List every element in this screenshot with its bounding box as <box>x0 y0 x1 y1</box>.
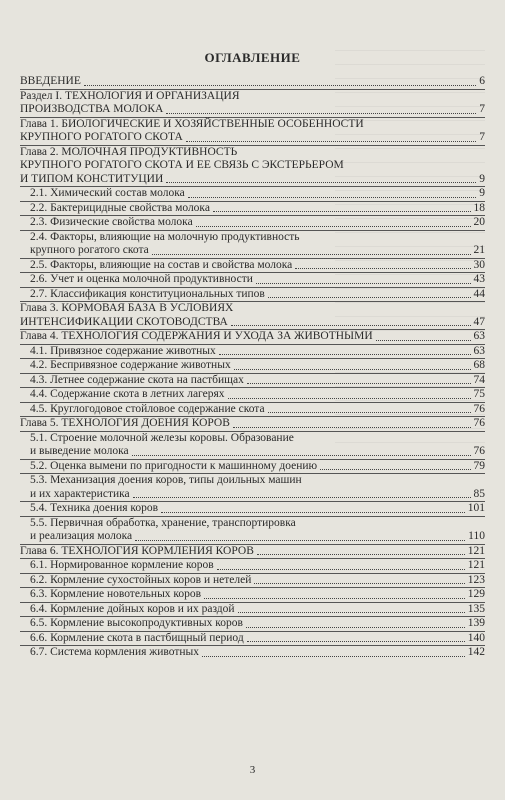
toc-entry-title: 2.7. Классификация конституциональных типов <box>30 287 265 300</box>
toc-entry-title: 4.3. Летнее содержание скота на пастбищах <box>30 373 244 386</box>
toc-entry-title: 4.4. Содержание скота в летних лагерях <box>30 388 225 400</box>
dot-leader <box>247 383 471 384</box>
toc-entry-page: 68 <box>473 359 485 371</box>
toc-entry-title: Глава 2. МОЛОЧНАЯ ПРОДУКТИВНОСТЬ <box>20 145 238 158</box>
toc-entry <box>20 259 485 274</box>
toc-entry-page: 135 <box>467 602 485 615</box>
toc-entry <box>20 530 485 545</box>
dot-leader <box>228 398 471 399</box>
dot-leader <box>376 340 471 341</box>
toc-entry <box>20 345 485 360</box>
toc-entry-title: ВВЕДЕНИЕ <box>20 75 81 87</box>
toc-entry-title: 2.3. Физические свойства молока <box>30 216 193 228</box>
toc-entry <box>20 460 485 475</box>
toc-entry-page: 101 <box>467 502 485 514</box>
toc-entry <box>20 474 485 488</box>
toc-entry <box>20 302 485 316</box>
toc-entry-title: Раздел I. ТЕХНОЛОГИЯ И ОРГАНИЗАЦИЯ <box>20 89 240 102</box>
page-number: 3 <box>249 764 256 776</box>
dot-leader <box>135 540 465 541</box>
toc-entry-title: и выведение молока <box>30 445 129 457</box>
toc-entry-page: 85 <box>473 487 485 500</box>
toc-entry-title: 4.2. Беспривязное содержание животных <box>30 359 231 371</box>
dot-leader <box>132 455 471 456</box>
toc-entry <box>20 359 485 374</box>
toc-entry-title: 2.6. Учет и оценка молочной продуктивности <box>30 273 253 285</box>
toc-entry-title: 5.5. Первичная обработка, хранение, транспортировка <box>30 516 296 529</box>
dot-leader <box>320 469 470 470</box>
toc-entry <box>20 646 485 660</box>
toc-entry-title: 2.5. Факторы, влияющие на состав и свойства молока <box>30 258 293 271</box>
toc-entry <box>20 403 485 418</box>
dot-leader <box>188 197 476 198</box>
toc-entry <box>20 131 485 146</box>
toc-entry-title: Глава 5. ТЕХНОЛОГИЯ ДОЕНИЯ КОРОВ <box>20 417 230 429</box>
toc-entry-page: 139 <box>467 617 485 629</box>
toc-entry <box>20 417 485 432</box>
toc-entry <box>20 273 485 288</box>
dot-leader <box>219 354 471 355</box>
toc-entry-page: 9 <box>479 187 485 199</box>
toc-entry-page: 129 <box>467 588 485 600</box>
toc-entry-page: 76 <box>473 445 485 457</box>
toc-entry-page: 79 <box>473 459 485 472</box>
toc-entry <box>20 574 485 589</box>
toc-entry-page: 76 <box>473 402 485 415</box>
toc-entry-title: ПРОИЗВОДСТВА МОЛОКА <box>20 103 164 115</box>
toc-entry <box>20 388 485 403</box>
toc-entry-page: 74 <box>473 373 485 386</box>
toc-entry <box>20 617 485 632</box>
dot-leader <box>196 226 471 227</box>
toc-entry-page: 30 <box>473 258 485 271</box>
toc-entry-page: 75 <box>473 388 485 400</box>
dot-leader <box>295 268 470 269</box>
toc-entry-title: КРУПНОГО РОГАТОГО СКОТА <box>20 131 183 143</box>
toc-entry-page: 121 <box>467 559 485 571</box>
toc-entry-page: 123 <box>467 573 485 586</box>
toc-entry-title: 6.3. Кормление новотельных коров <box>30 588 202 600</box>
toc-entry-title: 2.1. Химический состав молока <box>30 187 185 199</box>
toc-entry <box>20 159 485 173</box>
toc-entry-page: 121 <box>467 544 485 557</box>
dot-leader <box>247 641 465 642</box>
toc-entry-title: 6.6. Кормление скота в пастбищный период <box>30 631 244 644</box>
toc-entry-title: и реализация молока <box>30 530 133 542</box>
toc-entry <box>20 588 485 603</box>
toc-entry-title: 5.2. Оценка вымени по пригодности к машинному доению <box>30 459 318 472</box>
toc-entry-title: ИНТЕНСИФИКАЦИИ СКОТОВОДСТВА <box>20 315 228 328</box>
toc-entry-title: КРУПНОГО РОГАТОГО СКОТА И ЕЕ СВЯЗЬ С ЭКСТЕРЬЕРОМ <box>20 159 344 171</box>
toc-entry <box>20 445 485 460</box>
toc-entry-title: 6.7. Система кормления животных <box>30 646 199 658</box>
toc-entry <box>20 146 485 160</box>
dot-leader <box>204 598 465 599</box>
dot-leader <box>213 211 471 212</box>
dot-leader <box>202 656 465 657</box>
toc-entry-page: 9 <box>479 172 485 185</box>
dot-leader <box>166 113 476 114</box>
toc-entry <box>20 559 485 574</box>
toc-entry-title: 4.1. Привязное содержание животных <box>30 344 216 357</box>
toc-entry-page: 76 <box>473 417 485 429</box>
toc-entry <box>20 632 485 647</box>
toc-entry <box>20 374 485 389</box>
toc-entry-title: Глава 4. ТЕХНОЛОГИЯ СОДЕРЖАНИЯ И УХОДА ЗА ЖИВОТНЫМИ <box>20 330 373 342</box>
dot-leader <box>246 627 465 628</box>
toc-entry-page: 43 <box>473 273 485 285</box>
dot-leader <box>186 141 477 142</box>
toc-entry-title: 6.2. Кормление сухостойных коров и нетелей <box>30 573 252 586</box>
toc-entry <box>20 244 485 259</box>
toc-entry-title: 6.5. Кормление высокопродуктивных коров <box>30 617 243 629</box>
toc-entry-page: 63 <box>473 330 485 342</box>
toc-entry-title: 2.4. Факторы, влияющие на молочную продуктивность <box>30 230 300 243</box>
toc-entry-title: 2.2. Бактерицидные свойства молока <box>30 201 210 214</box>
dot-leader <box>234 369 471 370</box>
toc-entry-page: 142 <box>467 646 485 658</box>
toc-entry-page: 20 <box>473 216 485 228</box>
dot-leader <box>152 254 471 255</box>
toc-entry <box>20 517 485 531</box>
toc-entry <box>20 330 485 345</box>
toc-entry-title: 4.5. Круглогодовое стойловое содержание скота <box>30 402 265 415</box>
toc-entry <box>20 488 485 503</box>
toc-entry-page: 110 <box>468 530 485 542</box>
toc-entry-page: 44 <box>473 287 485 300</box>
dot-leader <box>161 512 465 513</box>
toc-entry-page: 6 <box>479 75 485 87</box>
toc-entry <box>20 316 485 331</box>
toc-entry <box>20 75 485 90</box>
toc-entry-title: 5.1. Строение молочной железы коровы. Образование <box>30 431 294 444</box>
toc-entry-page: 7 <box>479 103 485 115</box>
toc-entry <box>20 603 485 618</box>
toc-entry-title: и их характеристика <box>30 487 130 500</box>
toc-entry-title: И ТИПОМ КОНСТИТУЦИИ <box>20 172 164 185</box>
dot-leader <box>84 85 476 86</box>
toc-entry <box>20 432 485 446</box>
toc-entry-page: 63 <box>473 344 485 357</box>
toc-entry <box>20 288 485 303</box>
toc-entry <box>20 545 485 560</box>
toc-entry <box>20 90 485 104</box>
toc-entry-title: крупного рогатого скота <box>30 244 149 256</box>
toc-entry <box>20 231 485 245</box>
dot-leader <box>231 325 471 326</box>
toc-entry-title: Глава 6. ТЕХНОЛОГИЯ КОРМЛЕНИЯ КОРОВ <box>20 544 254 557</box>
toc-entry <box>20 118 485 132</box>
toc-entry-title: Глава 1. БИОЛОГИЧЕСКИЕ И ХОЗЯЙСТВЕННЫЕ ОСОБЕННОСТИ <box>20 117 364 130</box>
toc-entry-title: Глава 3. КОРМОВАЯ БАЗА В УСЛОВИЯХ <box>20 302 234 314</box>
dot-leader <box>238 612 465 613</box>
dot-leader <box>268 412 471 413</box>
toc-entry <box>20 173 485 188</box>
dot-leader <box>166 182 476 183</box>
dot-leader <box>254 583 464 584</box>
dot-leader <box>133 497 471 498</box>
toc-entry <box>20 202 485 217</box>
dot-leader <box>256 283 471 284</box>
toc-heading: ОГЛАВЛЕНИЕ <box>204 50 301 65</box>
toc-entry <box>20 103 485 118</box>
toc-entry <box>20 187 485 202</box>
toc-entry-page: 140 <box>467 631 485 644</box>
table-of-contents <box>20 75 485 660</box>
toc-entry-title: 6.4. Кормление дойных коров и их раздой <box>30 602 235 615</box>
toc-entry-title: 5.3. Механизация доения коров, типы доильных машин <box>30 474 302 486</box>
toc-entry <box>20 216 485 231</box>
dot-leader <box>233 427 471 428</box>
toc-entry-title: 6.1. Нормированное кормление коров <box>30 559 214 571</box>
toc-entry <box>20 502 485 517</box>
toc-entry-title: 5.4. Техника доения коров <box>30 502 159 514</box>
dot-leader <box>257 554 465 555</box>
toc-entry-page: 21 <box>473 244 485 256</box>
toc-entry-page: 47 <box>473 315 485 328</box>
dot-leader <box>217 569 465 570</box>
toc-entry-page: 18 <box>473 201 485 214</box>
toc-entry-page: 7 <box>479 131 485 143</box>
dot-leader <box>268 297 471 298</box>
